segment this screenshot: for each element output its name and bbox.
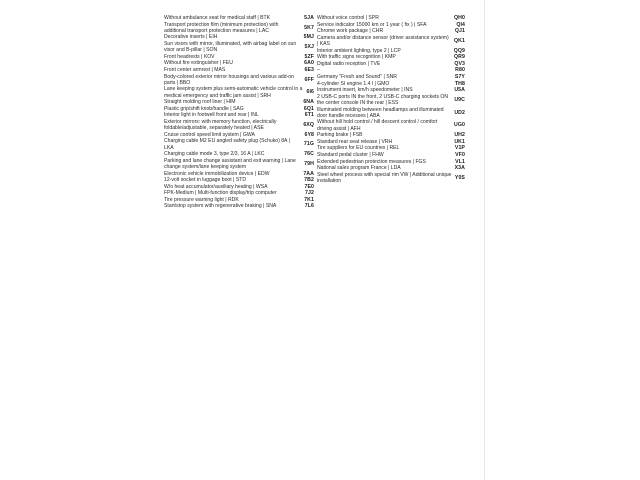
equipment-description: Without fire extinguisher | FEU	[164, 60, 233, 67]
equipment-row	[164, 74, 314, 86]
option-code: U9C	[454, 96, 465, 103]
equipment-row	[317, 159, 465, 165]
equipment-description: Decorative inserts | EIH	[164, 34, 218, 41]
equipment-description: Standard rear seat release | VRH	[317, 138, 393, 145]
option-code: Y0S	[454, 174, 465, 181]
equipment-row	[317, 87, 465, 93]
option-code: 6A0	[304, 60, 314, 67]
option-code: QQ9	[453, 47, 465, 54]
equipment-description: With traffic signs recognition | KMP	[317, 54, 396, 61]
equipment-description: Instrument insert, km/h speedometer | INS	[317, 87, 413, 94]
equipment-row	[164, 34, 314, 40]
equipment-list-right	[317, 15, 465, 184]
option-code: R80	[455, 67, 465, 74]
option-code: X3A	[454, 165, 465, 172]
equipment-description: Plastic grip/shift knob/handle | SAG	[164, 105, 244, 112]
equipment-description: Charging cable mode 3, type 2/3, 16 A | LKC	[164, 151, 265, 158]
option-code: QI4	[456, 21, 465, 28]
page-edge-divider	[484, 0, 485, 480]
option-code: QK1	[454, 37, 465, 44]
equipment-row	[317, 172, 465, 184]
option-code: 5MJ	[303, 34, 314, 41]
equipment-description: Interior light in footwell front and rear | INL	[164, 112, 259, 119]
equipment-description: Parking brake | FSB	[317, 132, 363, 139]
equipment-description: –	[317, 67, 320, 74]
equipment-row	[317, 15, 465, 21]
equipment-description: Parking and lane change assistant and exit warning | Lane change system/lane keeping system	[164, 157, 296, 170]
option-code: 5XJ	[304, 44, 314, 51]
equipment-row	[317, 67, 465, 73]
equipment-row	[164, 138, 314, 150]
equipment-row	[317, 132, 465, 138]
equipment-row	[317, 28, 465, 34]
equipment-row	[317, 81, 465, 87]
equipment-row	[164, 41, 314, 53]
equipment-row	[164, 119, 314, 131]
equipment-description: Chrome work package | CHR	[317, 28, 384, 35]
equipment-description: 12-volt socket in luggage boot | STD	[164, 177, 247, 184]
equipment-row	[317, 74, 465, 80]
equipment-row	[164, 132, 314, 138]
equipment-row	[164, 177, 314, 183]
equipment-row	[164, 151, 314, 157]
option-code: 7J2	[305, 190, 314, 197]
equipment-row	[317, 119, 465, 131]
option-code: UG0	[454, 122, 465, 129]
option-code: 6FF	[304, 76, 314, 83]
equipment-description: Front center armrest | MAS	[164, 66, 226, 73]
equipment-row	[164, 158, 314, 170]
equipment-list-left	[164, 15, 314, 210]
option-code: 6Q1	[303, 105, 314, 112]
equipment-description: Front headrests | KOV	[164, 53, 215, 60]
equipment-row	[164, 190, 314, 196]
equipment-description: Tire pressure warning light | RDK	[164, 196, 239, 203]
equipment-row	[164, 60, 314, 66]
option-code: 6I6	[306, 89, 314, 96]
equipment-description: Digital radio reception | TVE	[317, 60, 381, 67]
option-code: UK1	[454, 138, 465, 145]
option-code: 79H	[304, 160, 314, 167]
equipment-description: Service indicator 15000 km or 1 year ( fix ) | SFA	[317, 21, 427, 28]
option-code: QR9	[454, 54, 465, 61]
equipment-row	[317, 22, 465, 28]
equipment-description: Charging cable M2 EU angled safety plug (Schuko) 8A | LKA	[164, 138, 290, 151]
equipment-description: Camera and/or distance sensor (driver assistance system) | KAS	[317, 34, 449, 47]
option-code: S7Y	[454, 73, 465, 80]
option-code: 5ZF	[304, 53, 314, 60]
option-code: 7L6	[304, 203, 314, 210]
option-code: UH2	[454, 132, 465, 139]
equipment-description: Electronic vehicle immobilization device | EDW	[164, 170, 270, 177]
equipment-row	[164, 106, 314, 112]
equipment-row	[164, 15, 314, 21]
option-code: 6XQ	[303, 122, 314, 129]
equipment-description: Germany "Fresh and Sound" | SNR	[317, 73, 397, 80]
option-code: 5K7	[304, 24, 314, 31]
equipment-row	[317, 48, 465, 54]
option-code: 71G	[303, 141, 314, 148]
equipment-description: Start/stop system with regenerative braking | SNA	[164, 203, 277, 210]
equipment-row	[164, 54, 314, 60]
equipment-description: Illuminated molding between headlamps and illuminated door handle recesses | ABA	[317, 106, 444, 119]
option-code: 7AA	[303, 170, 314, 177]
equipment-description: Transport protection film (minimum protection) with additional transport protection measures | LAC	[164, 21, 279, 34]
equipment-row	[164, 171, 314, 177]
equipment-description: Straight molding roof liner | HIM	[164, 99, 236, 106]
equipment-row	[164, 184, 314, 190]
equipment-row	[317, 107, 465, 119]
option-code: 6E3	[304, 66, 314, 73]
equipment-row	[164, 112, 314, 118]
option-code: QJ1	[454, 28, 465, 35]
option-code: U5A	[454, 87, 465, 94]
option-code: UD2	[454, 109, 465, 116]
equipment-row	[317, 145, 465, 151]
equipment-description: Lane keeping system plus semi-automatic vehicle control in a medical emergency and traffic jam assist | SRH	[164, 86, 303, 99]
equipment-row	[317, 165, 465, 171]
option-code: 7B2	[304, 177, 314, 184]
equipment-description: 2 USB-C ports IN the front, 2 USB-C charging sockets ON the center console IN the rear | ESS	[317, 93, 449, 106]
option-code: V1P	[454, 145, 465, 152]
option-code: 6NA	[303, 99, 314, 106]
equipment-description: Without ambulance seat for medical staff | BTK	[164, 15, 270, 21]
equipment-row	[164, 22, 314, 34]
equipment-description: Standard pedal cluster | FHW	[317, 151, 384, 158]
equipment-description: FPK-Medium | Multi-function display/trip computer	[164, 190, 277, 197]
equipment-description: W/o heat accumulator/auxiliary heating | WSA	[164, 183, 268, 190]
equipment-row	[164, 67, 314, 73]
equipment-description: Tire suppliers for EU countries | REL	[317, 145, 400, 152]
option-code: 7E0	[304, 183, 314, 190]
equipment-row	[164, 99, 314, 105]
equipment-row	[317, 54, 465, 60]
option-code: 7K1	[304, 196, 314, 203]
equipment-description: National sales program France | LDA	[317, 165, 401, 172]
equipment-description: Extended pedestrian protection measures | FGS	[317, 158, 426, 165]
option-code: VL1	[455, 158, 465, 165]
equipment-row	[164, 203, 314, 209]
equipment-row	[164, 197, 314, 203]
equipment-description: Sun visors with mirror, illuminated, with airbag label on sun visor and B-pillar | SON	[164, 40, 297, 54]
option-code: TH8	[454, 80, 465, 87]
option-code: 5JA	[304, 15, 314, 21]
equipment-row	[317, 152, 465, 158]
option-code: VF0	[455, 151, 465, 158]
option-code: 6Y8	[304, 131, 314, 138]
equipment-description: 4-cylinder SI engine 1.4 l | GMO	[317, 80, 390, 87]
equipment-description: Without voice control | SPR	[317, 15, 379, 21]
option-code: QV3	[454, 60, 465, 67]
option-code: 76C	[304, 151, 314, 158]
equipment-row	[164, 86, 314, 98]
equipment-description: Interior ambient lighting, type 2 | LCP	[317, 47, 401, 54]
equipment-description: Cruise control speed limit system | GWA	[164, 131, 255, 138]
option-code: QH0	[454, 15, 465, 21]
equipment-description: Without hill hold control / hill descent control / comfort driving assist | AFH	[317, 119, 438, 132]
equipment-row	[317, 139, 465, 145]
equipment-description: Steel wheel process with special rim VW | Additional unique installation	[317, 171, 452, 184]
option-code: 6T1	[304, 112, 314, 119]
equipment-description: Exterior mirrors: with memory function, electrically foldable/adjustable, separately heated | ASE	[164, 118, 277, 132]
equipment-row	[317, 61, 465, 67]
equipment-row	[317, 94, 465, 106]
equipment-description: Body-colored exterior mirror housings and various add-on parts | BBO	[164, 73, 294, 86]
equipment-row	[317, 35, 465, 47]
